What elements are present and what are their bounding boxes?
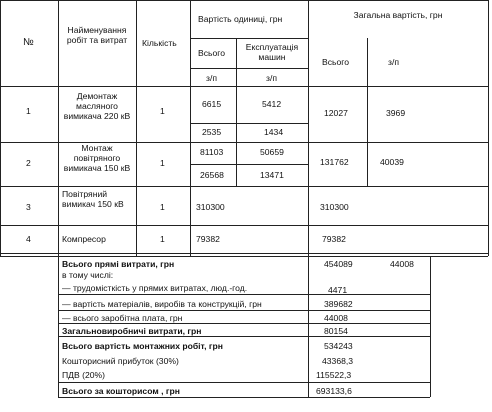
row-quantity: 1 xyxy=(160,158,165,168)
sum-total-cell: 310300 xyxy=(320,202,349,212)
header-sum-wage: з/п xyxy=(388,57,399,67)
grid-line xyxy=(58,336,430,337)
grid-line xyxy=(58,397,430,398)
grid-line xyxy=(190,123,308,124)
unit-wage-cell: 2535 xyxy=(202,127,222,137)
row-name: Демонтаж масляного вимикача 220 кВ xyxy=(63,91,131,121)
unit-machine-wage-cell: 1434 xyxy=(264,127,284,137)
row-quantity: 1 xyxy=(160,234,165,244)
grid-line xyxy=(58,382,430,383)
unit-machine-cell: 50659 xyxy=(260,147,284,157)
grid-line xyxy=(58,294,430,295)
summary-value: 115522,3 xyxy=(316,370,352,380)
summary-value: 44008 xyxy=(390,259,414,269)
row-number: 2 xyxy=(26,158,31,168)
unit-total-cell: 6615 xyxy=(202,99,222,109)
row-name: Монтаж повітряного вимикача 150 кВ xyxy=(63,143,131,173)
summary-label: Кошторисний прибуток (30%) xyxy=(62,356,179,366)
sum-total-cell: 12027 xyxy=(324,108,348,118)
unit-total-cell: 81103 xyxy=(200,147,224,157)
unit-total-cell: 310300 xyxy=(196,202,225,212)
grid-line xyxy=(0,253,488,254)
grid-line xyxy=(236,38,237,186)
grid-line xyxy=(190,0,191,256)
grid-line xyxy=(0,256,488,257)
grid-line xyxy=(190,68,308,69)
header-unit-wage: з/п xyxy=(206,73,217,83)
summary-value: 4471 xyxy=(328,285,348,295)
header-unit-cost: Вартість одиниці, грн xyxy=(198,14,283,24)
header-number: № xyxy=(23,37,34,48)
grid-line xyxy=(367,38,368,186)
header-machine-wage: з/п xyxy=(266,73,277,83)
row-name: Повітряний вимикач 150 кВ xyxy=(62,189,124,209)
header-machine-op: Експлуатація машин xyxy=(245,42,299,62)
summary-label: — трудомісткість у прямих витратах, люд.-год. xyxy=(62,283,248,293)
summary-value: 693133,6 xyxy=(316,386,352,396)
summary-label: — вартість матеріалів, виробів та конструкцій, грн xyxy=(62,299,262,309)
summary-value: 534243 xyxy=(324,341,353,351)
grid-line xyxy=(136,0,137,256)
summary-value: 454089 xyxy=(324,259,353,269)
grid-line xyxy=(488,0,489,256)
summary-label: в тому числі: xyxy=(62,270,114,280)
header-quantity: Кількість xyxy=(142,38,177,48)
summary-value: 80154 xyxy=(324,326,348,336)
row-number: 4 xyxy=(26,234,31,244)
summary-value: 43368,3 xyxy=(322,356,354,366)
header-unit-total: Всього xyxy=(198,48,226,58)
row-number: 3 xyxy=(26,202,31,212)
sum-total-cell: 131762 xyxy=(320,157,349,167)
grid-line xyxy=(190,164,308,165)
grid-line xyxy=(0,225,488,226)
header-total-cost: Загальна вартість, грн xyxy=(353,10,443,20)
summary-label: Всього прямі витрати, грн xyxy=(62,259,175,269)
summary-label: Всього вартість монтажних робіт, грн xyxy=(62,341,223,351)
sum-wage-cell: 3969 xyxy=(386,108,406,118)
sum-total-cell: 79382 xyxy=(322,234,346,244)
row-quantity: 1 xyxy=(160,106,165,116)
grid-line xyxy=(430,256,431,397)
row-quantity: 1 xyxy=(160,202,165,212)
header-sum-total: Всього xyxy=(322,57,350,67)
grid-line xyxy=(0,186,488,187)
grid-line xyxy=(190,38,308,39)
sum-wage-cell: 40039 xyxy=(380,157,404,167)
unit-wage-cell: 26568 xyxy=(200,170,224,180)
unit-total-cell: 79382 xyxy=(196,234,220,244)
summary-value: 44008 xyxy=(324,313,348,323)
unit-machine-cell: 5412 xyxy=(262,99,282,109)
header-name: Найменування робіт та витрат xyxy=(66,25,128,45)
grid-line xyxy=(58,310,430,311)
unit-machine-wage-cell: 13471 xyxy=(260,170,284,180)
row-number: 1 xyxy=(26,106,31,116)
grid-line xyxy=(308,0,309,397)
grid-line xyxy=(0,86,488,87)
row-name: Компресор xyxy=(62,234,106,244)
grid-line xyxy=(58,0,59,397)
grid-line xyxy=(0,0,488,1)
summary-label: Загальновиробничі витрати, грн xyxy=(62,326,202,336)
summary-label: — всього заробітна плата, грн xyxy=(62,313,183,323)
summary-label: Всього за кошторисом , грн xyxy=(62,386,180,396)
grid-line xyxy=(0,0,1,256)
summary-label: ПДВ (20%) xyxy=(62,370,106,380)
grid-line xyxy=(58,323,430,324)
summary-value: 389682 xyxy=(324,299,353,309)
